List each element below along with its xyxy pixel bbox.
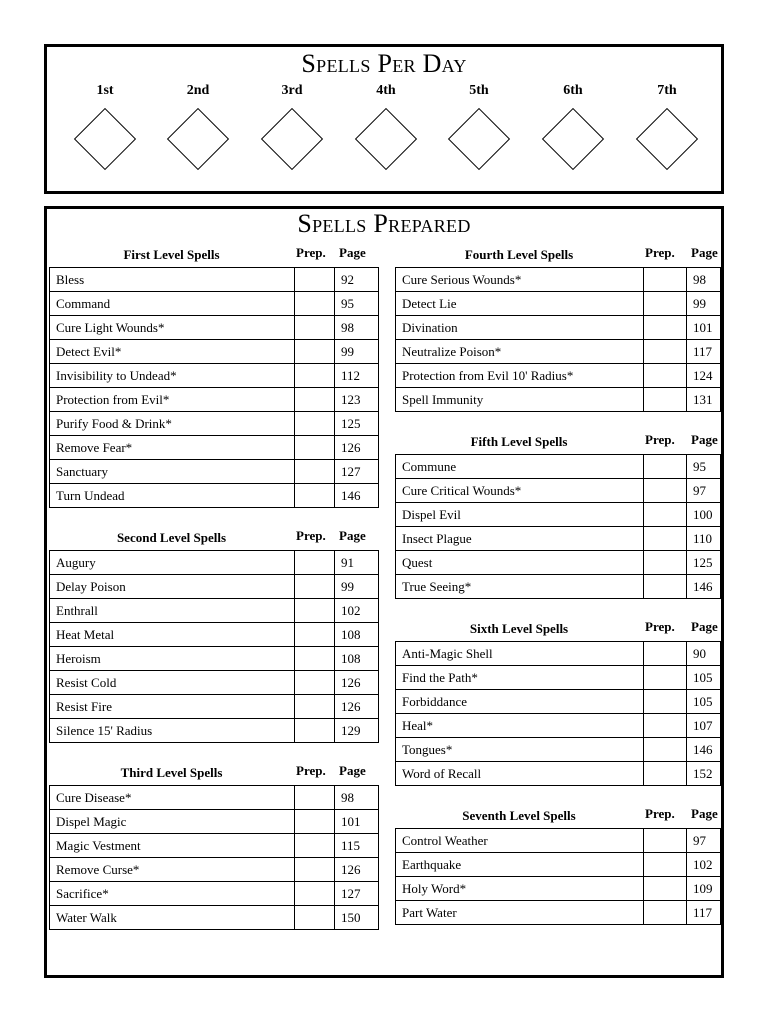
spell-row bbox=[50, 599, 379, 623]
page-column-header: Page bbox=[691, 245, 718, 260]
spell-name: Remove Fear* bbox=[50, 436, 295, 460]
spell-page: 105 bbox=[687, 666, 721, 690]
section-title: Seventh Level Spells bbox=[462, 808, 576, 823]
spell-name: Control Weather bbox=[396, 829, 644, 853]
prep-checkbox[interactable] bbox=[644, 388, 687, 412]
spell-page: 124 bbox=[687, 364, 721, 388]
section-header bbox=[49, 241, 378, 267]
spell-name: Divination bbox=[396, 316, 644, 340]
spell-row bbox=[396, 877, 721, 901]
spell-row bbox=[396, 642, 721, 666]
prep-checkbox[interactable] bbox=[644, 738, 687, 762]
prep-checkbox[interactable] bbox=[295, 882, 335, 906]
prep-checkbox[interactable] bbox=[295, 786, 335, 810]
page-column-header: Page bbox=[339, 763, 366, 778]
spell-row bbox=[396, 762, 721, 786]
spells-per-day-title: Spells Per Day bbox=[301, 49, 467, 78]
spell-row bbox=[50, 436, 379, 460]
page-column-header: Page bbox=[339, 528, 366, 543]
spell-page: 126 bbox=[335, 695, 379, 719]
prep-checkbox[interactable] bbox=[295, 436, 335, 460]
spell-name: Forbiddance bbox=[396, 690, 644, 714]
spell-page: 112 bbox=[335, 364, 379, 388]
spell-name: Delay Poison bbox=[50, 575, 295, 599]
spell-row bbox=[50, 695, 379, 719]
spell-row bbox=[396, 901, 721, 925]
spell-row bbox=[396, 575, 721, 599]
spell-row bbox=[396, 292, 721, 316]
spell-row bbox=[396, 503, 721, 527]
spells-prepared-panel bbox=[44, 206, 724, 978]
prep-checkbox[interactable] bbox=[295, 671, 335, 695]
spell-page: 152 bbox=[687, 762, 721, 786]
spell-page: 97 bbox=[687, 829, 721, 853]
spell-page: 90 bbox=[687, 642, 721, 666]
spell-page: 98 bbox=[687, 268, 721, 292]
prep-checkbox[interactable] bbox=[295, 575, 335, 599]
spell-page: 146 bbox=[687, 575, 721, 599]
prep-checkbox[interactable] bbox=[644, 340, 687, 364]
spell-name: Part Water bbox=[396, 901, 644, 925]
spell-row bbox=[50, 388, 379, 412]
prep-column-header: Prep. bbox=[296, 763, 326, 778]
spell-page: 99 bbox=[335, 575, 379, 599]
spell-row bbox=[396, 551, 721, 575]
section-title: Sixth Level Spells bbox=[469, 621, 569, 636]
spell-page: 92 bbox=[335, 268, 379, 292]
prep-checkbox[interactable] bbox=[644, 503, 687, 527]
page-column-header: Page bbox=[691, 619, 718, 634]
spell-section-2 bbox=[49, 524, 379, 743]
prep-checkbox[interactable] bbox=[295, 551, 335, 575]
spell-name: Command bbox=[50, 292, 295, 316]
spell-name: Heal* bbox=[396, 714, 644, 738]
page-column-header: Page bbox=[691, 806, 718, 821]
spell-row bbox=[396, 268, 721, 292]
spell-name: Earthquake bbox=[396, 853, 644, 877]
spell-row bbox=[50, 484, 379, 508]
spell-name: Sanctuary bbox=[50, 460, 295, 484]
spell-page: 127 bbox=[335, 882, 379, 906]
spells-per-day-diamond-7[interactable] bbox=[636, 108, 698, 170]
prep-checkbox[interactable] bbox=[644, 853, 687, 877]
spell-row bbox=[50, 623, 379, 647]
prep-checkbox[interactable] bbox=[644, 877, 687, 901]
spell-page: 126 bbox=[335, 436, 379, 460]
prep-checkbox[interactable] bbox=[295, 719, 335, 743]
spell-page: 108 bbox=[335, 623, 379, 647]
spell-page: 98 bbox=[335, 316, 379, 340]
section-header bbox=[395, 241, 720, 267]
prep-checkbox[interactable] bbox=[295, 834, 335, 858]
spell-name: Sacrifice* bbox=[50, 882, 295, 906]
prep-checkbox[interactable] bbox=[644, 316, 687, 340]
spell-table bbox=[395, 641, 721, 786]
spell-page: 109 bbox=[687, 877, 721, 901]
spell-page: 97 bbox=[687, 479, 721, 503]
spell-section-7 bbox=[395, 802, 721, 925]
spell-row bbox=[50, 316, 379, 340]
spell-row bbox=[50, 340, 379, 364]
spell-row bbox=[50, 882, 379, 906]
spell-page: 101 bbox=[335, 810, 379, 834]
spell-table bbox=[395, 267, 721, 412]
spell-name: Remove Curse* bbox=[50, 858, 295, 882]
spell-name: Bless bbox=[50, 268, 295, 292]
prep-checkbox[interactable] bbox=[295, 340, 335, 364]
spell-table bbox=[395, 454, 721, 599]
spell-row bbox=[396, 340, 721, 364]
level-label-4: 4th bbox=[376, 83, 396, 98]
spell-name: Dispel Magic bbox=[50, 810, 295, 834]
prep-column-header: Prep. bbox=[645, 806, 675, 821]
spell-row bbox=[396, 853, 721, 877]
spell-section-1 bbox=[49, 241, 379, 508]
spell-page: 95 bbox=[687, 455, 721, 479]
spell-row bbox=[50, 412, 379, 436]
spell-row bbox=[396, 364, 721, 388]
spell-row bbox=[50, 364, 379, 388]
spell-page: 95 bbox=[335, 292, 379, 316]
spell-name: Protection from Evil 10' Radius* bbox=[396, 364, 644, 388]
spell-section-6 bbox=[395, 615, 721, 786]
prep-checkbox[interactable] bbox=[295, 316, 335, 340]
spell-page: 115 bbox=[335, 834, 379, 858]
spell-page: 101 bbox=[687, 316, 721, 340]
spell-page: 129 bbox=[335, 719, 379, 743]
level-label-7: 7th bbox=[657, 83, 677, 98]
spell-name: Magic Vestment bbox=[50, 834, 295, 858]
spell-name: Turn Undead bbox=[50, 484, 295, 508]
spell-name: Resist Cold bbox=[50, 671, 295, 695]
level-label-2: 2nd bbox=[186, 83, 210, 98]
prep-column-header: Prep. bbox=[296, 528, 326, 543]
section-title: Fifth Level Spells bbox=[470, 434, 568, 449]
spell-name: Holy Word* bbox=[396, 877, 644, 901]
spell-row bbox=[50, 551, 379, 575]
spells-per-day-diamond-3[interactable] bbox=[261, 108, 323, 170]
section-header bbox=[49, 759, 378, 785]
spell-name: True Seeing* bbox=[396, 575, 644, 599]
prep-checkbox[interactable] bbox=[644, 292, 687, 316]
left-column bbox=[49, 241, 379, 930]
spell-row bbox=[396, 714, 721, 738]
spell-page: 100 bbox=[687, 503, 721, 527]
prep-checkbox[interactable] bbox=[295, 412, 335, 436]
level-label-1: 1st bbox=[96, 83, 114, 98]
spell-row bbox=[396, 455, 721, 479]
spell-name: Cure Serious Wounds* bbox=[396, 268, 644, 292]
spell-page: 131 bbox=[687, 388, 721, 412]
spell-name: Heat Metal bbox=[50, 623, 295, 647]
prep-checkbox[interactable] bbox=[295, 484, 335, 508]
prep-checkbox[interactable] bbox=[644, 714, 687, 738]
section-header bbox=[395, 428, 720, 454]
level-label-5: 5th bbox=[469, 83, 489, 98]
spell-page: 117 bbox=[687, 340, 721, 364]
spell-name: Enthrall bbox=[50, 599, 295, 623]
prep-checkbox[interactable] bbox=[644, 901, 687, 925]
section-title: First Level Spells bbox=[123, 247, 220, 262]
spell-page: 126 bbox=[335, 671, 379, 695]
spell-name: Silence 15' Radius bbox=[50, 719, 295, 743]
spell-row bbox=[396, 316, 721, 340]
prep-checkbox[interactable] bbox=[295, 292, 335, 316]
spell-row bbox=[50, 647, 379, 671]
spell-name: Detect Lie bbox=[396, 292, 644, 316]
spell-section-4 bbox=[395, 241, 721, 412]
spell-name: Cure Critical Wounds* bbox=[396, 479, 644, 503]
spell-page: 99 bbox=[687, 292, 721, 316]
spell-page: 127 bbox=[335, 460, 379, 484]
prep-checkbox[interactable] bbox=[295, 599, 335, 623]
spell-page: 125 bbox=[335, 412, 379, 436]
spell-row bbox=[396, 690, 721, 714]
spell-row bbox=[396, 666, 721, 690]
spell-page: 150 bbox=[335, 906, 379, 930]
spell-name: Quest bbox=[396, 551, 644, 575]
spell-name: Anti-Magic Shell bbox=[396, 642, 644, 666]
spell-name: Heroism bbox=[50, 647, 295, 671]
page-column-header: Page bbox=[691, 432, 718, 447]
spell-name: Augury bbox=[50, 551, 295, 575]
spells-per-day-diamond-6[interactable] bbox=[542, 108, 604, 170]
spell-page: 146 bbox=[687, 738, 721, 762]
spell-row bbox=[50, 671, 379, 695]
spell-name: Invisibility to Undead* bbox=[50, 364, 295, 388]
spell-row bbox=[50, 292, 379, 316]
spells-per-day-diamond-2[interactable] bbox=[167, 108, 229, 170]
prep-checkbox[interactable] bbox=[644, 575, 687, 599]
prep-checkbox[interactable] bbox=[644, 762, 687, 786]
spell-name: Cure Light Wounds* bbox=[50, 316, 295, 340]
spell-name: Cure Disease* bbox=[50, 786, 295, 810]
spell-name: Purify Food & Drink* bbox=[50, 412, 295, 436]
prep-checkbox[interactable] bbox=[295, 268, 335, 292]
prep-checkbox[interactable] bbox=[295, 695, 335, 719]
spell-page: 99 bbox=[335, 340, 379, 364]
spell-page: 146 bbox=[335, 484, 379, 508]
spell-name: Resist Fire bbox=[50, 695, 295, 719]
spell-page: 105 bbox=[687, 690, 721, 714]
spells-per-day-diamond-5[interactable] bbox=[448, 108, 510, 170]
spell-row bbox=[50, 906, 379, 930]
prep-checkbox[interactable] bbox=[644, 666, 687, 690]
prep-checkbox[interactable] bbox=[644, 642, 687, 666]
prep-column-header: Prep. bbox=[296, 245, 326, 260]
spell-row bbox=[50, 460, 379, 484]
level-label-3: 3rd bbox=[281, 83, 303, 98]
spell-name: Commune bbox=[396, 455, 644, 479]
prep-checkbox[interactable] bbox=[644, 829, 687, 853]
section-title: Third Level Spells bbox=[120, 765, 223, 780]
prep-checkbox[interactable] bbox=[644, 551, 687, 575]
spell-table bbox=[49, 550, 379, 743]
spell-table bbox=[49, 267, 379, 508]
spell-name: Spell Immunity bbox=[396, 388, 644, 412]
section-header bbox=[395, 615, 720, 641]
prep-checkbox[interactable] bbox=[295, 858, 335, 882]
spell-row bbox=[50, 786, 379, 810]
prep-checkbox[interactable] bbox=[644, 527, 687, 551]
spell-row bbox=[50, 858, 379, 882]
spell-page: 123 bbox=[335, 388, 379, 412]
spell-section-3 bbox=[49, 759, 379, 930]
spell-name: Neutralize Poison* bbox=[396, 340, 644, 364]
spell-page: 110 bbox=[687, 527, 721, 551]
spell-name: Find the Path* bbox=[396, 666, 644, 690]
prep-column-header: Prep. bbox=[645, 619, 675, 634]
spells-per-day-diamond-4[interactable] bbox=[355, 108, 417, 170]
spell-row bbox=[396, 479, 721, 503]
prep-checkbox[interactable] bbox=[644, 690, 687, 714]
spell-name: Tongues* bbox=[396, 738, 644, 762]
spell-page: 98 bbox=[335, 786, 379, 810]
spell-row bbox=[50, 810, 379, 834]
section-header bbox=[49, 524, 378, 550]
spell-row bbox=[50, 268, 379, 292]
spell-page: 117 bbox=[687, 901, 721, 925]
page-column-header: Page bbox=[339, 245, 366, 260]
section-header bbox=[395, 802, 720, 828]
section-title: Second Level Spells bbox=[116, 530, 227, 545]
spell-page: 102 bbox=[687, 853, 721, 877]
prep-checkbox[interactable] bbox=[295, 647, 335, 671]
spell-row bbox=[50, 719, 379, 743]
spell-name: Insect Plague bbox=[396, 527, 644, 551]
right-column bbox=[395, 241, 721, 925]
spells-per-day-panel bbox=[44, 44, 724, 194]
spell-name: Word of Recall bbox=[396, 762, 644, 786]
prep-checkbox[interactable] bbox=[644, 455, 687, 479]
spell-row bbox=[50, 575, 379, 599]
prep-column-header: Prep. bbox=[645, 432, 675, 447]
spell-section-5 bbox=[395, 428, 721, 599]
spell-table bbox=[395, 828, 721, 925]
spells-per-day-diamond-1[interactable] bbox=[74, 108, 136, 170]
spell-name: Water Walk bbox=[50, 906, 295, 930]
prep-checkbox[interactable] bbox=[644, 364, 687, 388]
spell-table bbox=[49, 785, 379, 930]
spell-row bbox=[396, 829, 721, 853]
prep-checkbox[interactable] bbox=[644, 268, 687, 292]
spell-page: 108 bbox=[335, 647, 379, 671]
prep-checkbox[interactable] bbox=[295, 810, 335, 834]
prep-checkbox[interactable] bbox=[295, 388, 335, 412]
spells-prepared-title: Spells Prepared bbox=[297, 209, 471, 238]
spell-row bbox=[396, 527, 721, 551]
prep-checkbox[interactable] bbox=[295, 623, 335, 647]
spell-page: 107 bbox=[687, 714, 721, 738]
spell-page: 126 bbox=[335, 858, 379, 882]
prep-column-header: Prep. bbox=[645, 245, 675, 260]
prep-checkbox[interactable] bbox=[295, 364, 335, 388]
prep-checkbox[interactable] bbox=[295, 460, 335, 484]
spell-page: 91 bbox=[335, 551, 379, 575]
spell-name: Protection from Evil* bbox=[50, 388, 295, 412]
spell-row bbox=[396, 388, 721, 412]
spell-row bbox=[396, 738, 721, 762]
section-title: Fourth Level Spells bbox=[464, 247, 574, 262]
prep-checkbox[interactable] bbox=[295, 906, 335, 930]
prep-checkbox[interactable] bbox=[644, 479, 687, 503]
spell-name: Dispel Evil bbox=[396, 503, 644, 527]
spell-row bbox=[50, 834, 379, 858]
spell-name: Detect Evil* bbox=[50, 340, 295, 364]
spell-page: 102 bbox=[335, 599, 379, 623]
level-label-6: 6th bbox=[563, 83, 583, 98]
spell-page: 125 bbox=[687, 551, 721, 575]
